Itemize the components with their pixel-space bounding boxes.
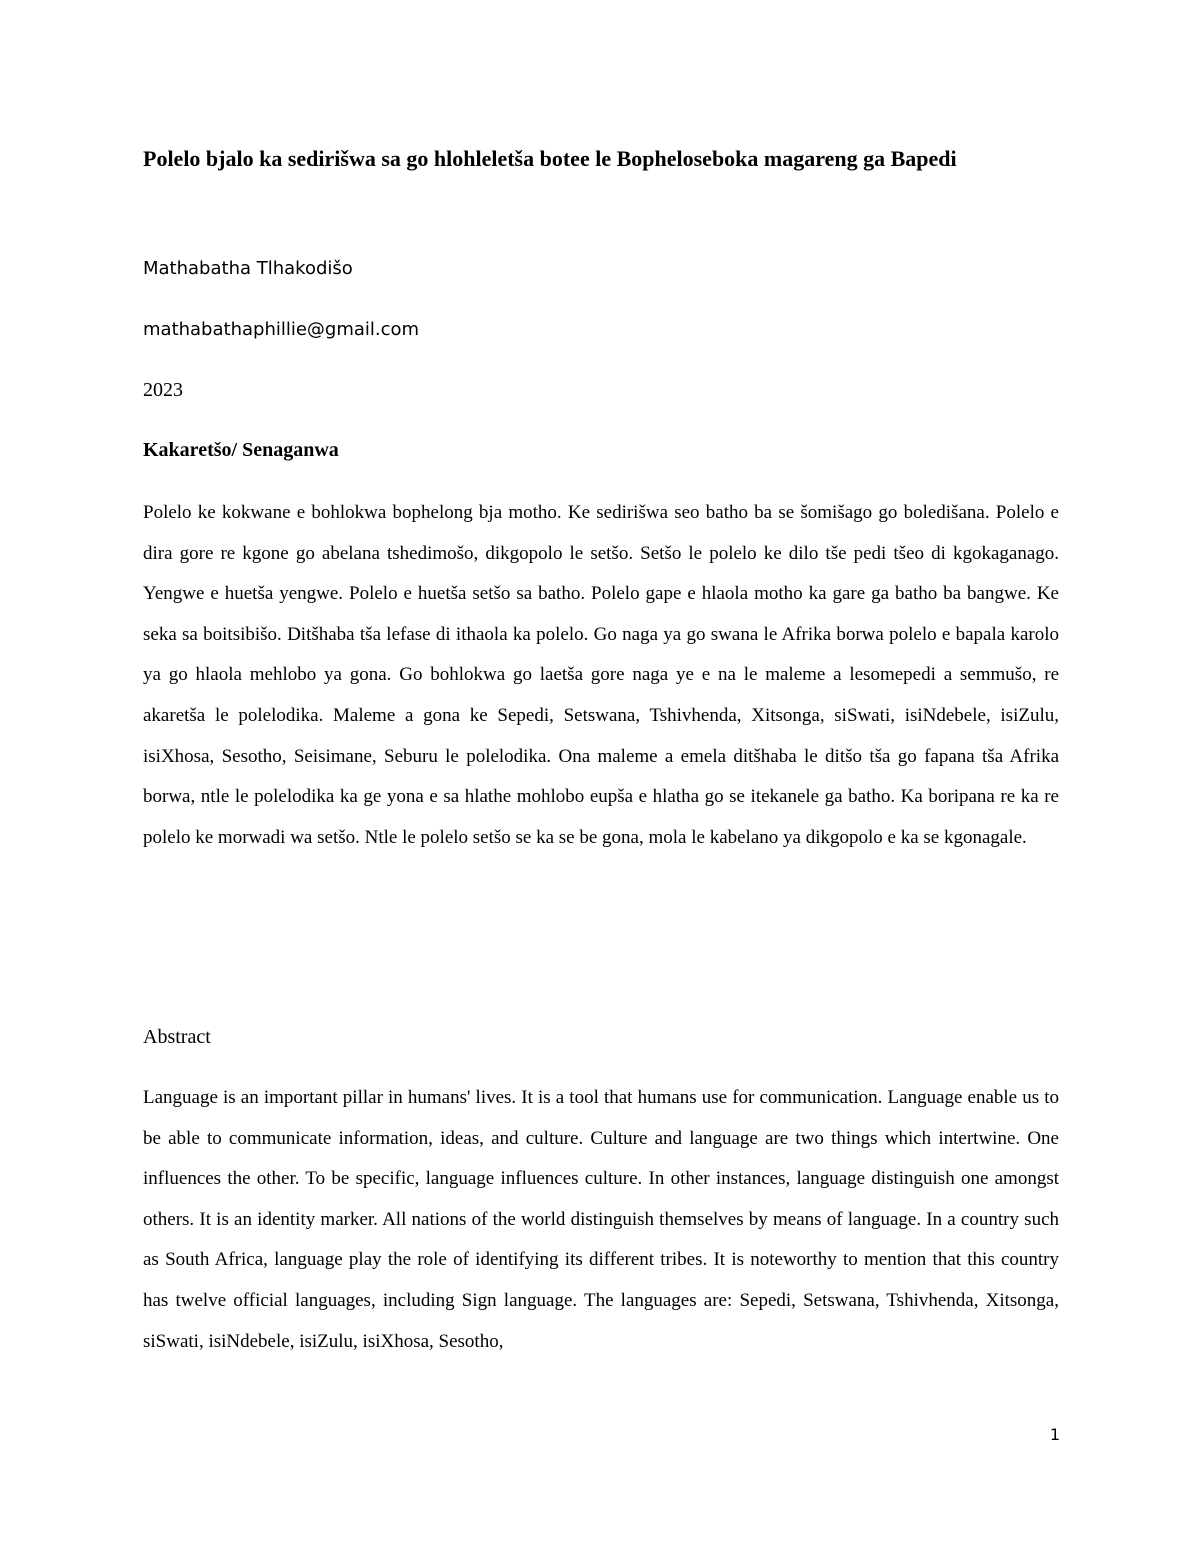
author-email: mathabathaphillie@gmail.com — [143, 319, 420, 340]
page-number: 1 — [1049, 1425, 1060, 1444]
english-abstract-paragraph: Language is an important pillar in humans' lives. It is a tool that humans use for communication. Language enable us to be able to communicate information, ideas, and culture. Culture and language are two things which intertwine. One influences the other. To be specific, language influences culture. In other instances, language distinguish one amongst others. It is an identity marker. All nations of the world distinguish themselves by means of language. In a country such as South Africa, language play the role of identifying its different tribes. It is noteworthy to mention that this country has twelve official languages, including Sign language. The languages are: Sepedi, Setswana, Tshivhenda, Xitsonga, siSwati, isiNdebele, isiZulu, isiXhosa, Sesotho, — [143, 1087, 1059, 1352]
publication-year: 2023 — [143, 379, 183, 401]
english-abstract-heading: Abstract — [143, 1026, 211, 1048]
paper-title: Polelo bjalo ka sedirišwa sa go hlohleletša botee le Bopheloseboka magareng ga Bapedi — [143, 146, 957, 171]
sepedi-abstract-paragraph: Polelo ke kokwane e bohlokwa bophelong bja motho. Ke sedirišwa seo batho ba se šomišago go boledišana. Polelo e dira gore re kgone go abelana tshedimošo, dikgopolo le setšo. Setšo le polelo ke dilo tše pedi tšeo di kgokaganago. Yengwe e huetša yengwe. Polelo e huetša setšo sa batho. Polelo gape e hlaola motho ka gare ga batho ba bangwe. Ke seka sa boitsibišo. Ditšhaba tša lefase di ithaola ka polelo. Go naga ya go swana le Afrika borwa polelo e bapala karolo ya go hlaola mehlobo ya gona. Go bohlokwa go laetša gore naga ye e na le maleme a lesomepedi a semmušo, re akaretša le polelodika. Maleme a gona ke Sepedi, Setswana, Tshivhenda, Xitsonga, siSwati, isiNdebele, isiZulu, isiXhosa, Sesotho, Seisimane, Seburu le polelodika. Ona maleme a emela ditšhaba le ditšo tša go fapana tša Afrika borwa, ntle le polelodika ka ge yona e sa hlathe mohlobo eupša e hlatha go se itekanele ga batho. Ka boripana re ka re polelo ke morwadi wa setšo. Ntle le polelo setšo se ka se be gona, mola le kabelano ya dikgopolo e ka se kgonagale. — [143, 502, 1059, 848]
author-name: Mathabatha Tlhakodišo — [143, 258, 353, 279]
sepedi-abstract-heading: Kakaretšo/ Senaganwa — [143, 439, 339, 461]
